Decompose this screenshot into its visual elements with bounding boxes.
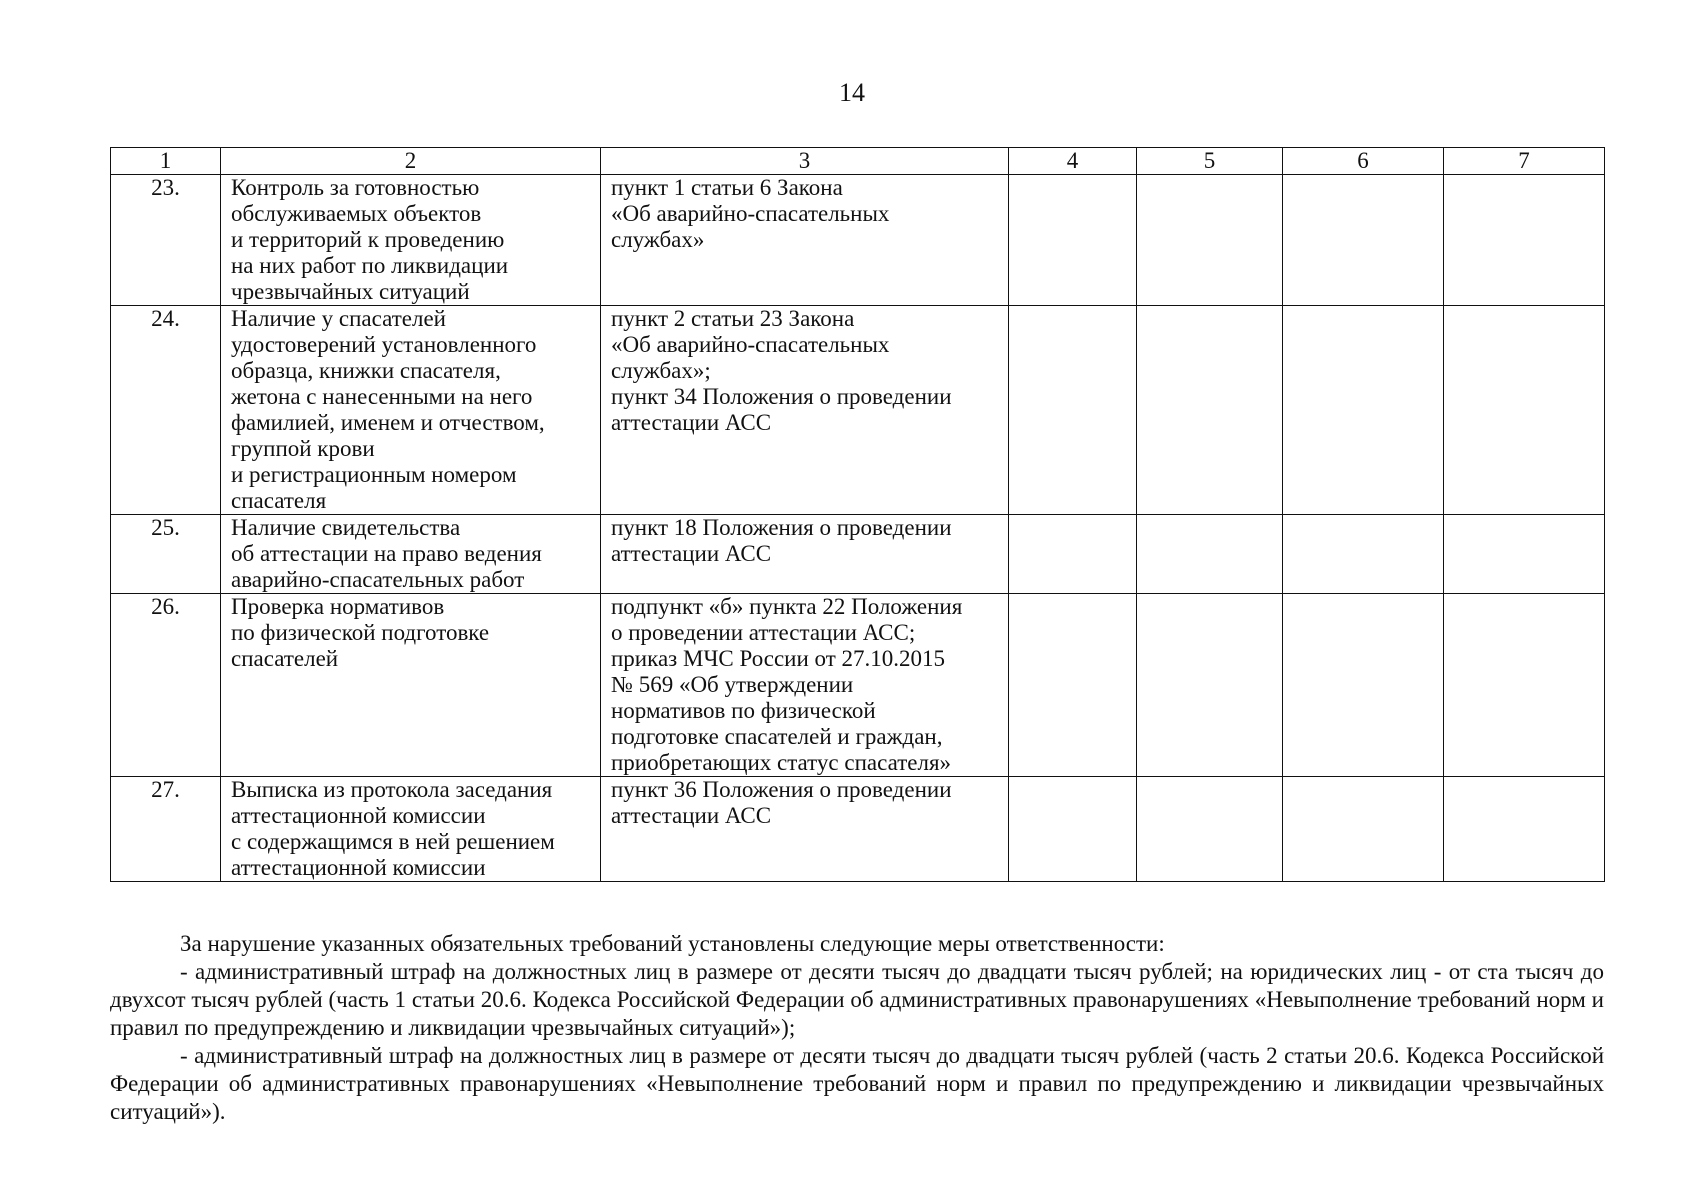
- requirement-line: группой крови: [231, 436, 375, 461]
- requirement-line: чрезвычайных ситуаций: [231, 279, 470, 304]
- legal-reference-cell: [601, 594, 1009, 777]
- requirement-line: Выписка из протокола заседания: [231, 777, 553, 802]
- reference-line: пункт 34 Положения о проведении: [611, 384, 952, 409]
- empty-cell-col-4: [1009, 594, 1137, 777]
- requirement-line: удостоверений установленного: [231, 332, 537, 357]
- requirement-line: по физической подготовке: [231, 620, 490, 645]
- empty-cell-col-4: [1009, 306, 1137, 515]
- column-header: 2: [221, 148, 601, 175]
- requirement-line: и территорий к проведению: [231, 227, 505, 252]
- reference-line: подпункт «б» пункта 22 Положения: [611, 594, 963, 619]
- empty-cell-col-5: [1137, 594, 1283, 777]
- empty-cell-col-4: [1009, 515, 1137, 594]
- requirement-line: Наличие свидетельства: [231, 515, 461, 540]
- reference-line: «Об аварийно-спасательных: [611, 332, 890, 357]
- empty-cell-col-5: [1137, 175, 1283, 306]
- header-row: [111, 148, 1605, 175]
- reference-line: о проведении аттестации АСС;: [611, 620, 916, 645]
- reference-line: пункт 18 Положения о проведении: [611, 515, 952, 540]
- requirement-line: аттестационной комиссии: [231, 803, 486, 828]
- empty-cell-col-5: [1137, 515, 1283, 594]
- requirement-cell: [221, 594, 601, 777]
- reference-line: пункт 1 статьи 6 Закона: [611, 175, 843, 200]
- table-row: [111, 594, 1605, 777]
- table-row: [111, 515, 1605, 594]
- requirement-cell: [221, 175, 601, 306]
- empty-cell-col-5: [1137, 777, 1283, 882]
- liability-item: - административный штраф на должностных лиц в размере от десяти тысяч до двадцати тысяч рублей (часть 2 статьи 20.6. Кодекса Российской Федерации об административных правонарушениях «Невыполнение требований норм и правил по предупреждению и ликвидации чрезвычайных ситуаций»).: [110, 1043, 1604, 1124]
- requirements-table: [110, 147, 1605, 882]
- reference-line: подготовке спасателей и граждан,: [611, 724, 943, 749]
- requirement-line: аварийно-спасательных работ: [231, 567, 525, 592]
- requirement-line: с содержащимся в ней решением: [231, 829, 555, 854]
- empty-cell-col-6: [1283, 515, 1444, 594]
- requirement-line: Контроль за готовностью: [231, 175, 480, 200]
- requirement-line: и регистрационным номером: [231, 462, 517, 487]
- row-number: 23.: [111, 175, 221, 306]
- column-header: 5: [1137, 148, 1283, 175]
- reference-line: приказ МЧС России от 27.10.2015: [611, 646, 946, 671]
- reference-line: аттестации АСС: [611, 541, 772, 566]
- row-number: 25.: [111, 515, 221, 594]
- liability-intro: За нарушение указанных обязательных требований установлены следующие меры ответственности:: [180, 931, 1165, 956]
- requirement-line: спасателя: [231, 488, 327, 513]
- empty-cell-col-6: [1283, 777, 1444, 882]
- requirement-line: Проверка нормативов: [231, 594, 445, 619]
- reference-line: нормативов по физической: [611, 698, 876, 723]
- table-row: [111, 777, 1605, 882]
- reference-line: «Об аварийно-спасательных: [611, 201, 890, 226]
- empty-cell-col-6: [1283, 306, 1444, 515]
- empty-cell-col-5: [1137, 306, 1283, 515]
- empty-cell-col-7: [1444, 175, 1605, 306]
- reference-line: службах»: [611, 227, 705, 252]
- empty-cell-col-7: [1444, 306, 1605, 515]
- requirement-line: на них работ по ликвидации: [231, 253, 509, 278]
- empty-cell-col-7: [1444, 777, 1605, 882]
- requirement-cell: [221, 777, 601, 882]
- requirement-line: аттестационной комиссии: [231, 855, 486, 880]
- requirement-line: фамилией, именем и отчеством,: [231, 410, 545, 435]
- requirement-line: образца, книжки спасателя,: [231, 358, 501, 383]
- legal-reference-cell: [601, 306, 1009, 515]
- empty-cell-col-6: [1283, 175, 1444, 306]
- requirement-line: спасателей: [231, 646, 339, 671]
- reference-line: службах»;: [611, 358, 711, 383]
- legal-reference-cell: [601, 515, 1009, 594]
- reference-line: пункт 36 Положения о проведении: [611, 777, 952, 802]
- requirement-line: жетона с нанесенными на него: [231, 384, 533, 409]
- legal-reference-cell: [601, 175, 1009, 306]
- empty-cell-col-7: [1444, 594, 1605, 777]
- requirement-cell: [221, 306, 601, 515]
- liability-item: - административный штраф на должностных лиц в размере от десяти тысяч до двадцати тысяч рублей; на юридических лиц - от ста тысяч до двухсот тысяч рублей (часть 1 статьи 20.6. Кодекса Российской Федерации об административных правонарушениях «Невыполнение требований норм и правил по предупреждению и ликвидации чрезвычайных ситуаций»);: [110, 959, 1604, 1040]
- reference-line: пункт 2 статьи 23 Закона: [611, 306, 855, 331]
- row-number: 27.: [111, 777, 221, 882]
- requirement-line: Наличие у спасателей: [231, 306, 446, 331]
- column-header: 7: [1444, 148, 1605, 175]
- empty-cell-col-4: [1009, 777, 1137, 882]
- reference-line: приобретающих статус спасателя»: [611, 750, 952, 775]
- table-row: [111, 175, 1605, 306]
- table-row: [111, 306, 1605, 515]
- legal-reference-cell: [601, 777, 1009, 882]
- column-header: 3: [601, 148, 1009, 175]
- liability-section: [110, 930, 1604, 1126]
- requirement-cell: [221, 515, 601, 594]
- empty-cell-col-7: [1444, 515, 1605, 594]
- page-number: 14: [839, 78, 865, 107]
- empty-cell-col-6: [1283, 594, 1444, 777]
- empty-cell-col-4: [1009, 175, 1137, 306]
- row-number: 26.: [111, 594, 221, 777]
- reference-line: аттестации АСС: [611, 410, 772, 435]
- reference-line: № 569 «Об утверждении: [611, 672, 854, 697]
- column-header: 6: [1283, 148, 1444, 175]
- requirement-line: об аттестации на право ведения: [231, 541, 542, 566]
- column-header: 4: [1009, 148, 1137, 175]
- column-header: 1: [111, 148, 221, 175]
- requirement-line: обслуживаемых объектов: [231, 201, 482, 226]
- reference-line: аттестации АСС: [611, 803, 772, 828]
- row-number: 24.: [111, 306, 221, 515]
